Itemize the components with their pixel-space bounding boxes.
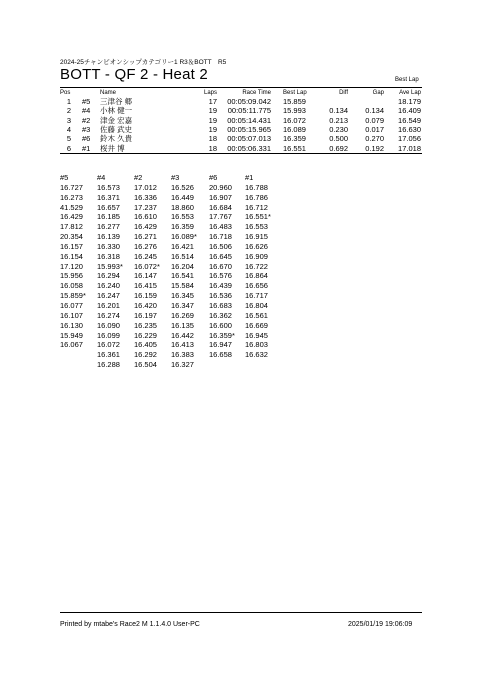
cell-name: 佐藤 武史 xyxy=(100,124,133,134)
cell-best: 16.359 xyxy=(283,134,306,144)
cell-time: 00:05:07.013 xyxy=(227,134,271,144)
lap-time: 16.154 xyxy=(60,251,83,261)
lap-time: 16.204 xyxy=(171,261,194,271)
cell-gap: 0.270 xyxy=(365,134,384,144)
lap-time: 18.860 xyxy=(171,202,194,212)
lap-time: 20.960 xyxy=(209,182,232,192)
cell-laps: 19 xyxy=(208,106,217,116)
lap-column xyxy=(97,173,123,370)
cell-diff: 0.134 xyxy=(329,106,348,116)
cell-gap: 0.017 xyxy=(365,124,384,134)
lap-time: 16.277 xyxy=(97,222,120,232)
lap-time: 16.600 xyxy=(209,320,232,330)
cell-best: 16.551 xyxy=(283,143,306,153)
header-divider-bottom xyxy=(60,153,422,154)
lap-time: 16.657 xyxy=(97,202,120,212)
lap-time: 16.330 xyxy=(97,241,120,251)
table-row xyxy=(0,144,480,153)
lap-time: 16.504 xyxy=(134,360,157,370)
lap-time: 16.864 xyxy=(245,271,268,281)
col-race-time: Race Time xyxy=(242,90,271,96)
cell-laps: 19 xyxy=(208,115,217,125)
lap-time: 15.949 xyxy=(60,330,83,340)
lap-time: 16.561 xyxy=(245,310,268,320)
cell-pos: 1 xyxy=(66,97,72,106)
lap-time: 16.347 xyxy=(171,300,194,310)
cell-laps: 18 xyxy=(208,143,217,153)
lap-column-header: #2 xyxy=(134,173,143,182)
lap-time: 16.526 xyxy=(171,182,194,192)
lap-column xyxy=(134,173,160,370)
lap-column xyxy=(209,173,235,360)
lap-time: 16.359* xyxy=(209,330,235,340)
cell-time: 00:05:14.431 xyxy=(227,115,271,125)
lap-time: 16.292 xyxy=(134,350,157,360)
lap-time: 16.915 xyxy=(245,232,268,242)
cell-ave: 16.630 xyxy=(398,124,421,134)
lap-time: 17.120 xyxy=(60,261,83,271)
col-best-lap: Best Lap xyxy=(283,90,307,96)
lap-time: 16.684 xyxy=(209,202,232,212)
table-row xyxy=(0,125,480,134)
lap-time: 16.361 xyxy=(97,350,120,360)
cell-name: 三津谷 郷 xyxy=(100,97,133,106)
lap-time: 41.529 xyxy=(60,202,83,212)
lap-time: 16.318 xyxy=(97,251,120,261)
lap-time: 16.683 xyxy=(209,300,232,310)
lap-column-header: #4 xyxy=(97,173,106,182)
cell-diff: 0.230 xyxy=(329,124,348,134)
lap-column-header: #3 xyxy=(171,173,180,182)
cell-best: 16.089 xyxy=(283,124,306,134)
lap-time: 16.371 xyxy=(97,192,120,202)
lap-time: 16.541 xyxy=(171,271,194,281)
lap-time: 16.804 xyxy=(245,300,268,310)
cell-laps: 17 xyxy=(208,97,217,106)
page-title: BOTT - QF 2 - Heat 2 xyxy=(60,66,208,83)
printed-by: Printed by mtabe's Race2 M 1.1.4.0 User-PC xyxy=(60,621,200,628)
lap-time: 16.536 xyxy=(209,291,232,301)
lap-time: 15.956 xyxy=(60,271,83,281)
lap-time: 16.336 xyxy=(134,192,157,202)
cell-ave: 16.549 xyxy=(398,115,421,125)
lap-time: 16.712 xyxy=(245,202,268,212)
cell-ave: 16.409 xyxy=(398,106,421,116)
cell-name: 津金 宏嘉 xyxy=(100,115,133,125)
lap-time: 16.506 xyxy=(209,241,232,251)
col-gap: Gap xyxy=(372,90,384,96)
col-pos: Pos xyxy=(60,90,71,96)
lap-time: 16.089* xyxy=(171,232,197,242)
lap-time: 16.429 xyxy=(134,222,157,232)
lap-time: 16.159 xyxy=(134,291,157,301)
cell-no: #5 xyxy=(82,97,91,106)
print-datetime: 2025/01/19 19:06:09 xyxy=(348,621,413,628)
lap-time: 16.359 xyxy=(171,222,194,232)
cell-pos: 5 xyxy=(66,134,72,144)
lap-time: 16.722 xyxy=(245,261,268,271)
cell-diff: 0.500 xyxy=(329,134,348,144)
lap-time: 16.197 xyxy=(134,310,157,320)
lap-time: 16.632 xyxy=(245,350,268,360)
lap-column-header: #6 xyxy=(209,173,218,182)
lap-time: 16.288 xyxy=(97,360,120,370)
lap-time: 16.185 xyxy=(97,212,120,222)
cell-time: 00:05:09.042 xyxy=(227,97,271,106)
lap-time: 16.269 xyxy=(171,310,194,320)
table-row xyxy=(0,134,480,143)
lap-time: 16.139 xyxy=(97,232,120,242)
lap-column xyxy=(245,173,271,360)
col-name: Name xyxy=(100,90,117,96)
cell-gap: 0.079 xyxy=(365,115,384,125)
cell-pos: 4 xyxy=(66,124,72,134)
cell-no: #2 xyxy=(82,115,91,125)
lap-time: 16.201 xyxy=(97,300,120,310)
cell-best: 16.072 xyxy=(283,115,306,125)
lap-time: 16.345 xyxy=(171,291,194,301)
lap-time: 16.483 xyxy=(209,222,232,232)
lap-time: 16.669 xyxy=(245,320,268,330)
cell-ave: 18.179 xyxy=(398,97,421,106)
cell-gap: 0.134 xyxy=(365,106,384,116)
lap-time: 16.247 xyxy=(97,291,120,301)
cell-name: 桜井 博 xyxy=(100,143,125,153)
lap-time: 17.767 xyxy=(209,212,232,222)
cell-no: #6 xyxy=(82,134,91,144)
cell-ave: 17.056 xyxy=(398,134,421,144)
lap-time: 16.229 xyxy=(134,330,157,340)
lap-time: 16.514 xyxy=(171,251,194,261)
header-divider-top xyxy=(60,87,422,88)
lap-time: 16.130 xyxy=(60,320,83,330)
cell-time: 00:05:11.775 xyxy=(227,106,271,116)
table-row xyxy=(0,106,480,115)
lap-time: 16.645 xyxy=(209,251,232,261)
cell-gap: 0.192 xyxy=(365,143,384,153)
lap-time: 16.421 xyxy=(171,241,194,251)
lap-column-header: #1 xyxy=(245,173,254,182)
lap-time: 16.383 xyxy=(171,350,194,360)
cell-best: 15.859 xyxy=(283,97,306,106)
lap-time: 16.090 xyxy=(97,320,120,330)
lap-time: 16.107 xyxy=(60,310,83,320)
lap-time: 16.788 xyxy=(245,182,268,192)
lap-time: 16.907 xyxy=(209,192,232,202)
lap-time: 17.012 xyxy=(134,182,157,192)
cell-no: #3 xyxy=(82,124,91,134)
lap-time: 16.147 xyxy=(134,271,157,281)
lap-time: 16.610 xyxy=(134,212,157,222)
lap-time: 16.327 xyxy=(171,360,194,370)
cell-time: 00:05:15.965 xyxy=(227,124,271,134)
lap-time: 16.405 xyxy=(134,340,157,350)
cell-diff: 0.692 xyxy=(329,143,348,153)
cell-name: 鈴木 久貴 xyxy=(100,134,133,144)
lap-time: 16.727 xyxy=(60,182,83,192)
cell-laps: 19 xyxy=(208,124,217,134)
cell-time: 00:05:06.331 xyxy=(227,143,271,153)
cell-ave: 17.018 xyxy=(398,143,421,153)
lap-time: 16.271 xyxy=(134,232,157,242)
lap-time: 16.442 xyxy=(171,330,194,340)
lap-time: 16.420 xyxy=(134,300,157,310)
lap-time: 16.786 xyxy=(245,192,268,202)
lap-time: 15.993* xyxy=(97,261,123,271)
lap-column xyxy=(171,173,197,370)
lap-time: 16.945 xyxy=(245,330,268,340)
col-ave-lap: Ave Lap xyxy=(399,90,421,96)
lap-time: 17.812 xyxy=(60,222,83,232)
table-row xyxy=(0,97,480,106)
lap-time: 16.413 xyxy=(171,340,194,350)
cell-no: #4 xyxy=(82,106,91,116)
lap-time: 15.859* xyxy=(60,291,86,301)
lap-time: 16.276 xyxy=(134,241,157,251)
lap-time: 16.099 xyxy=(97,330,120,340)
lap-time: 16.245 xyxy=(134,251,157,261)
lap-time: 16.294 xyxy=(97,271,120,281)
lap-time: 16.362 xyxy=(209,310,232,320)
lap-time: 16.718 xyxy=(209,232,232,242)
col-diff: Diff xyxy=(339,90,348,96)
cell-pos: 6 xyxy=(66,143,72,153)
cell-diff: 0.213 xyxy=(329,115,348,125)
lap-time: 16.573 xyxy=(97,182,120,192)
lap-time: 16.273 xyxy=(60,192,83,202)
lap-time: 16.415 xyxy=(134,281,157,291)
lap-time: 17.237 xyxy=(134,202,157,212)
lap-time: 16.077 xyxy=(60,300,83,310)
cell-name: 小林 健一 xyxy=(100,106,133,116)
col-laps: Laps xyxy=(203,90,217,96)
lap-time: 16.235 xyxy=(134,320,157,330)
best-lap-label: Best Lap xyxy=(395,77,419,83)
lap-time: 16.072 xyxy=(97,340,120,350)
lap-time: 16.067 xyxy=(60,340,83,350)
cell-pos: 2 xyxy=(66,106,72,116)
lap-time: 16.058 xyxy=(60,281,83,291)
lap-time: 16.553 xyxy=(171,212,194,222)
lap-time: 16.551* xyxy=(245,212,271,222)
lap-time: 16.449 xyxy=(171,192,194,202)
lap-time: 16.909 xyxy=(245,251,268,261)
footer-divider xyxy=(60,612,422,613)
lap-time: 16.072* xyxy=(134,261,160,271)
cell-pos: 3 xyxy=(66,115,72,125)
table-row xyxy=(0,116,480,125)
lap-time: 16.429 xyxy=(60,212,83,222)
lap-time: 16.135 xyxy=(171,320,194,330)
lap-time: 16.658 xyxy=(209,350,232,360)
lap-column-header: #5 xyxy=(60,173,69,182)
lap-time: 16.157 xyxy=(60,241,83,251)
lap-time: 16.717 xyxy=(245,291,268,301)
lap-time: 16.576 xyxy=(209,271,232,281)
cell-laps: 18 xyxy=(208,134,217,144)
event-subtitle: 2024-25チャンピオンシップカテゴリー1 R3＆BOTT R5 xyxy=(60,59,227,66)
lap-time: 16.803 xyxy=(245,340,268,350)
lap-time: 16.656 xyxy=(245,281,268,291)
lap-column xyxy=(60,173,86,350)
lap-time: 16.670 xyxy=(209,261,232,271)
cell-best: 15.993 xyxy=(283,106,306,116)
lap-time: 16.947 xyxy=(209,340,232,350)
lap-time: 15.584 xyxy=(171,281,194,291)
lap-time: 16.439 xyxy=(209,281,232,291)
lap-time: 16.626 xyxy=(245,241,268,251)
lap-time: 16.553 xyxy=(245,222,268,232)
lap-time: 20.354 xyxy=(60,232,83,242)
cell-no: #1 xyxy=(82,143,91,153)
lap-time: 16.274 xyxy=(97,310,120,320)
lap-time: 16.240 xyxy=(97,281,120,291)
